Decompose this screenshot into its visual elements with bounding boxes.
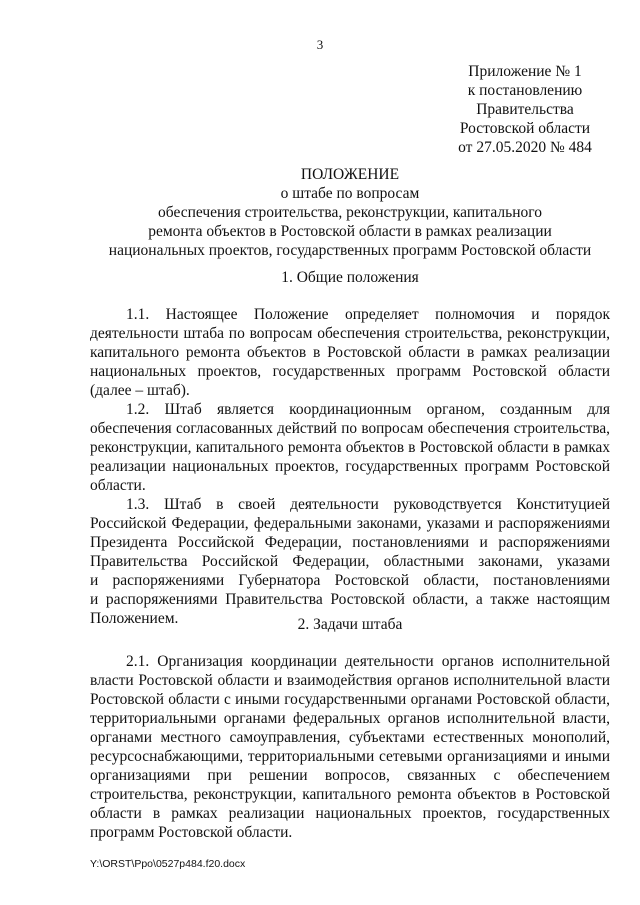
text-line: области в рамках реализации национальных проектов, государственных xyxy=(90,805,610,822)
title-line: обеспечения строительства, реконструкции, капитального xyxy=(158,204,542,221)
appendix-line: от 27.05.2020 № 484 xyxy=(458,139,592,156)
text-line: реконструкции, капитального ремонта объектов в Ростовской области в рамках xyxy=(90,439,610,456)
text-line: строительства, реконструкции, капитального ремонта объектов в Ростовской xyxy=(90,786,610,803)
text-line: национальных проектов, государственных программ Ростовской области xyxy=(90,363,610,380)
paragraph-2-1 xyxy=(90,652,610,842)
text-line: деятельности штаба по вопросам обеспечения строительства, реконструкции, xyxy=(90,325,610,342)
text-line: организациями при решении вопросов, связанных с обеспечением xyxy=(90,767,610,784)
appendix-line: Ростовской области xyxy=(459,120,591,137)
text-line: Положением. xyxy=(90,610,179,627)
text-line: органами местного самоуправления, субъектами естественных монополий, xyxy=(90,729,610,746)
text-line: ресурсоснабжающими, территориальными сетевыми организациями и иными xyxy=(90,748,610,765)
text-line: 1.3. Штаб в своей деятельности руководствуется Конституцией xyxy=(126,496,610,513)
text-line: Ростовской области с иными государственными органами Ростовской области, xyxy=(90,691,610,708)
text-line: программ Ростовской области. xyxy=(90,824,293,841)
section-1-heading: 1. Общие положения xyxy=(281,269,419,286)
appendix-line: Правительства xyxy=(476,101,574,118)
text-line: Правительства Российской Федерации, областными законами, указами xyxy=(90,553,610,570)
text-line: и распоряжениями Губернатора Ростовской области, постановлениями xyxy=(90,572,610,589)
text-line: Российской Федерации, федеральными законами, указами и распоряжениями xyxy=(90,515,610,532)
paragraph-1-1 xyxy=(90,305,610,400)
text-line: капитального ремонта объектов в Ростовской области в рамках реализации xyxy=(90,344,610,361)
text-line: 2.1. Организация координации деятельности органов исполнительной xyxy=(126,653,610,670)
text-line: Президента Российской Федерации, постановлениями и распоряжениями xyxy=(90,534,610,551)
paragraph-1-2 xyxy=(90,400,610,495)
text-line: 1.1. Настоящее Положение определяет полномочия и порядок xyxy=(126,306,610,323)
section-2-heading: 2. Задачи штаба xyxy=(297,616,403,633)
text-line: (далее – штаб). xyxy=(90,382,190,399)
paragraph-1-3 xyxy=(90,495,610,628)
text-line: реализации национальных проектов, государственных программ Ростовской xyxy=(90,458,610,475)
title-line: национальных проектов, государственных программ Ростовской области xyxy=(108,242,592,259)
text-line: обеспечения согласованных действий по вопросам обеспечения строительства, xyxy=(90,420,610,437)
appendix-block xyxy=(440,62,610,157)
text-line: и распоряжениями Правительства Ростовской области, а также настоящим xyxy=(90,591,610,608)
appendix-line: к постановлению xyxy=(467,82,583,99)
document-title xyxy=(90,165,610,260)
text-line: 1.2. Штаб является координационным органом, созданным для xyxy=(126,401,610,418)
title-line: ремонта объектов в Ростовской области в рамках реализации xyxy=(148,223,552,240)
file-path-footer: Y:\ORST\Ppo\0527p484.f20.docx xyxy=(90,858,246,870)
page-number: 3 xyxy=(316,37,324,52)
text-line: территориальными органами федеральных органов исполнительной власти, xyxy=(90,710,610,727)
text-line: области. xyxy=(90,477,146,494)
appendix-line: Приложение № 1 xyxy=(468,63,582,80)
text-line: власти Ростовской области и взаимодействия органов исполнительной власти xyxy=(90,672,610,689)
title-heading: ПОЛОЖЕНИЕ xyxy=(300,166,400,183)
title-line: о штабе по вопросам xyxy=(280,185,420,202)
